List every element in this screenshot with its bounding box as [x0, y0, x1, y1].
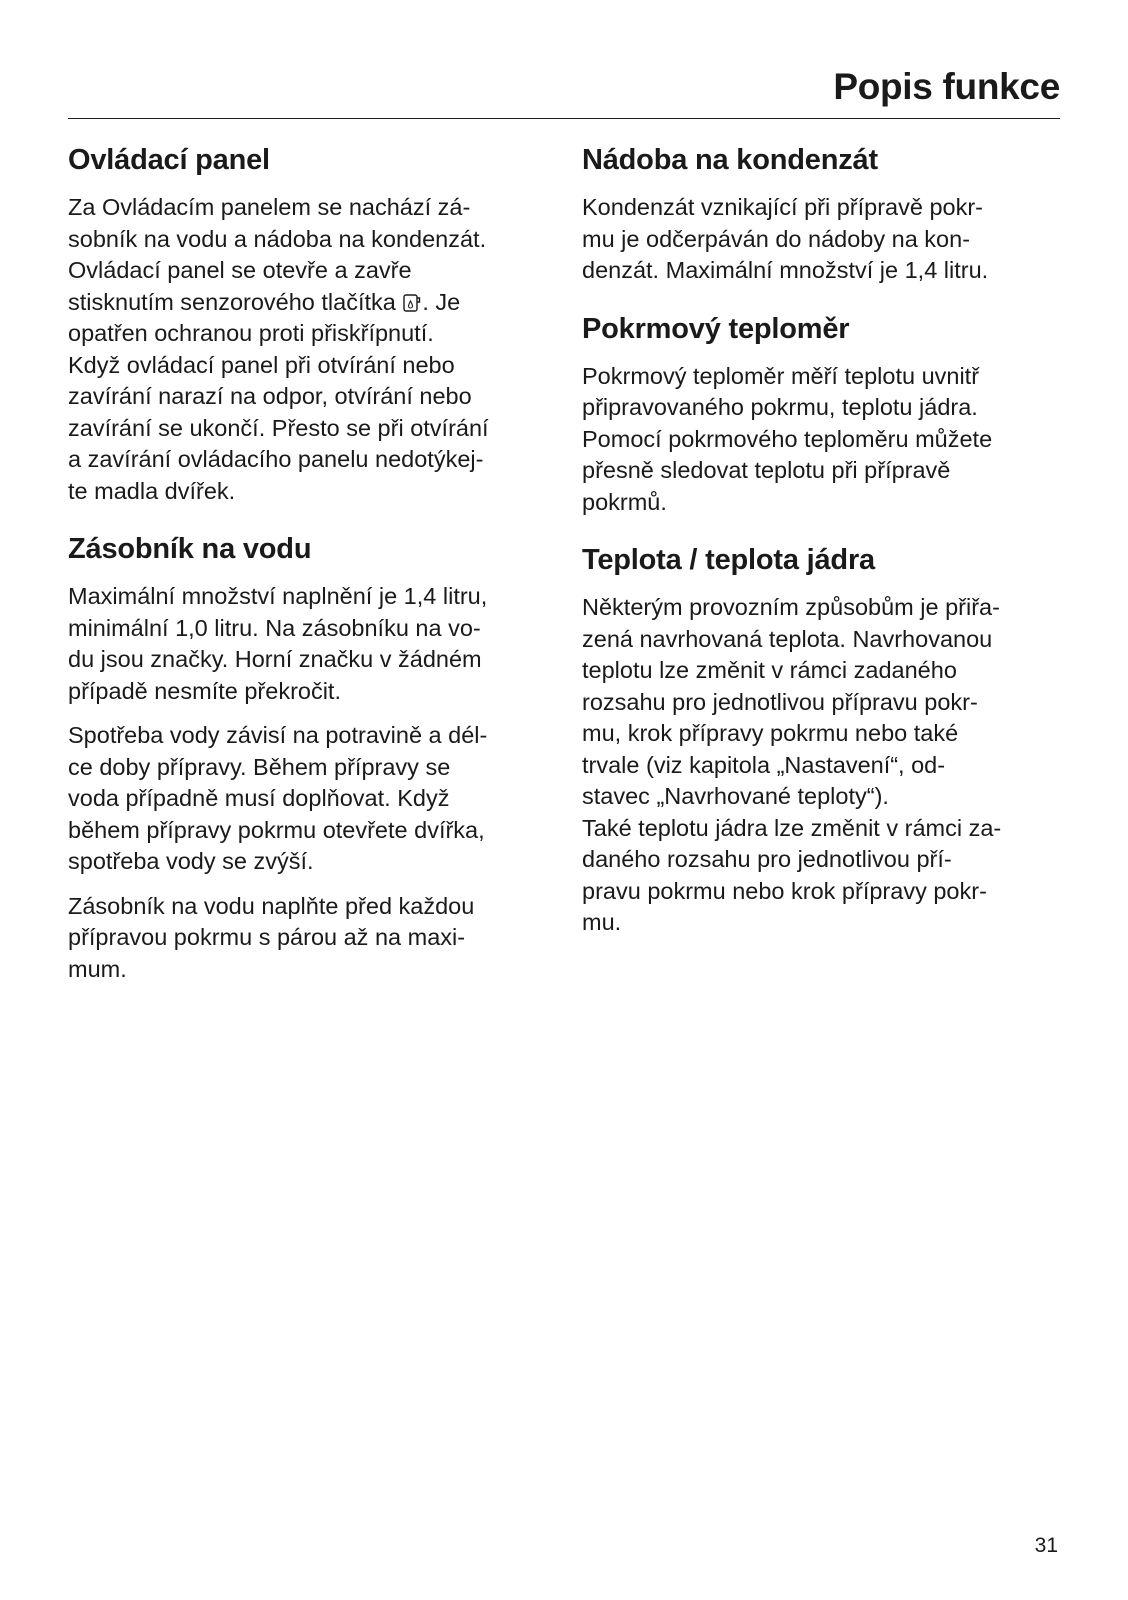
- section-heading: Pokrmový teploměr: [582, 312, 850, 345]
- section-heading: Ovládací panel: [68, 144, 270, 176]
- water-container-icon: [403, 290, 421, 310]
- paragraph-text: Za Ovládacím panelem se nachází zá- sobník na vodu a nádoba na kondenzát. Ovládací panel se otevře a zavře stisknutím senzorového tlačítka: [68, 194, 487, 315]
- right-column: [582, 140, 1066, 961]
- page-header: [68, 64, 1060, 119]
- section-paragraph: Pokrmový teploměr měří teplotu uvnitř připravovaného pokrmu, teplotu jádra. Pomocí pokrmového teploměru můžete přesně sledovat teplotu při přípravě pokrmů.: [582, 362, 993, 515]
- section-paragraph: Maximální množství naplnění je 1,4 litru, minimální 1,0 litru. Na zásobníku na vo- du jsou značky. Horní značku v žádném případě nesmíte překročit.: [68, 583, 488, 704]
- section-zasobnik-na-vodu: [68, 529, 548, 985]
- section-paragraph: [68, 192, 548, 507]
- section-heading: Teplota / teplota jádra: [582, 544, 875, 576]
- section-paragraph: Spotřeba vody závisí na potravině a dél- ce doby přípravy. Během přípravy se voda případně musí doplňovat. Když během přípravy pokrmu otevřete dvířka, spotřeba vody se zvýší.: [68, 722, 488, 874]
- paragraph-text: . Je opatřen ochranou proti přiskřípnutí. Když ovládací panel při otvírání nebo zavírání narazí na odpor, otvírání nebo zavírání se ukončí. Přesto se při otvírání a zavírání ovládacího panelu nedotýkej- te madla dvířek.: [68, 288, 489, 504]
- section-paragraph: Některým provozním způsobům je přiřa- zená navrhovaná teplota. Navrhovanou teplotu lze změnit v rámci zadaného rozsahu pro jednotlivou přípravu pokr- mu, krok přípravy pokrmu nebo také trvale (viz kapitola „Nastavení“, od- stavec „Navrhované teploty“). Také teplotu jádra lze změnit v rámci za- daného rozsahu pro jednotlivou pří- pravu pokrmu nebo krok přípravy pokr- mu.: [582, 594, 1002, 935]
- section-heading: Zásobník na vodu: [68, 533, 312, 565]
- page-title: Popis funkce: [833, 66, 1060, 107]
- section-heading: Nádoba na kondenzát: [582, 144, 878, 176]
- section-teplota-jadra: [582, 540, 1066, 939]
- section-paragraph: Zásobník na vodu naplňte před každou přípravou pokrmu s párou až na maxi- mum.: [68, 892, 475, 982]
- page-number: 31: [1034, 1534, 1058, 1557]
- left-column: [68, 140, 548, 1007]
- section-pokrmovy-teplomer: [582, 309, 1066, 519]
- section-nadoba-na-kondenzat: [582, 140, 1066, 287]
- section-ovladaci-panel: [68, 140, 548, 507]
- section-paragraph: Kondenzát vznikající při přípravě pokr- mu je odčerpáván do nádoby na kon- denzát. Maximální množství je 1,4 litru.: [582, 194, 989, 283]
